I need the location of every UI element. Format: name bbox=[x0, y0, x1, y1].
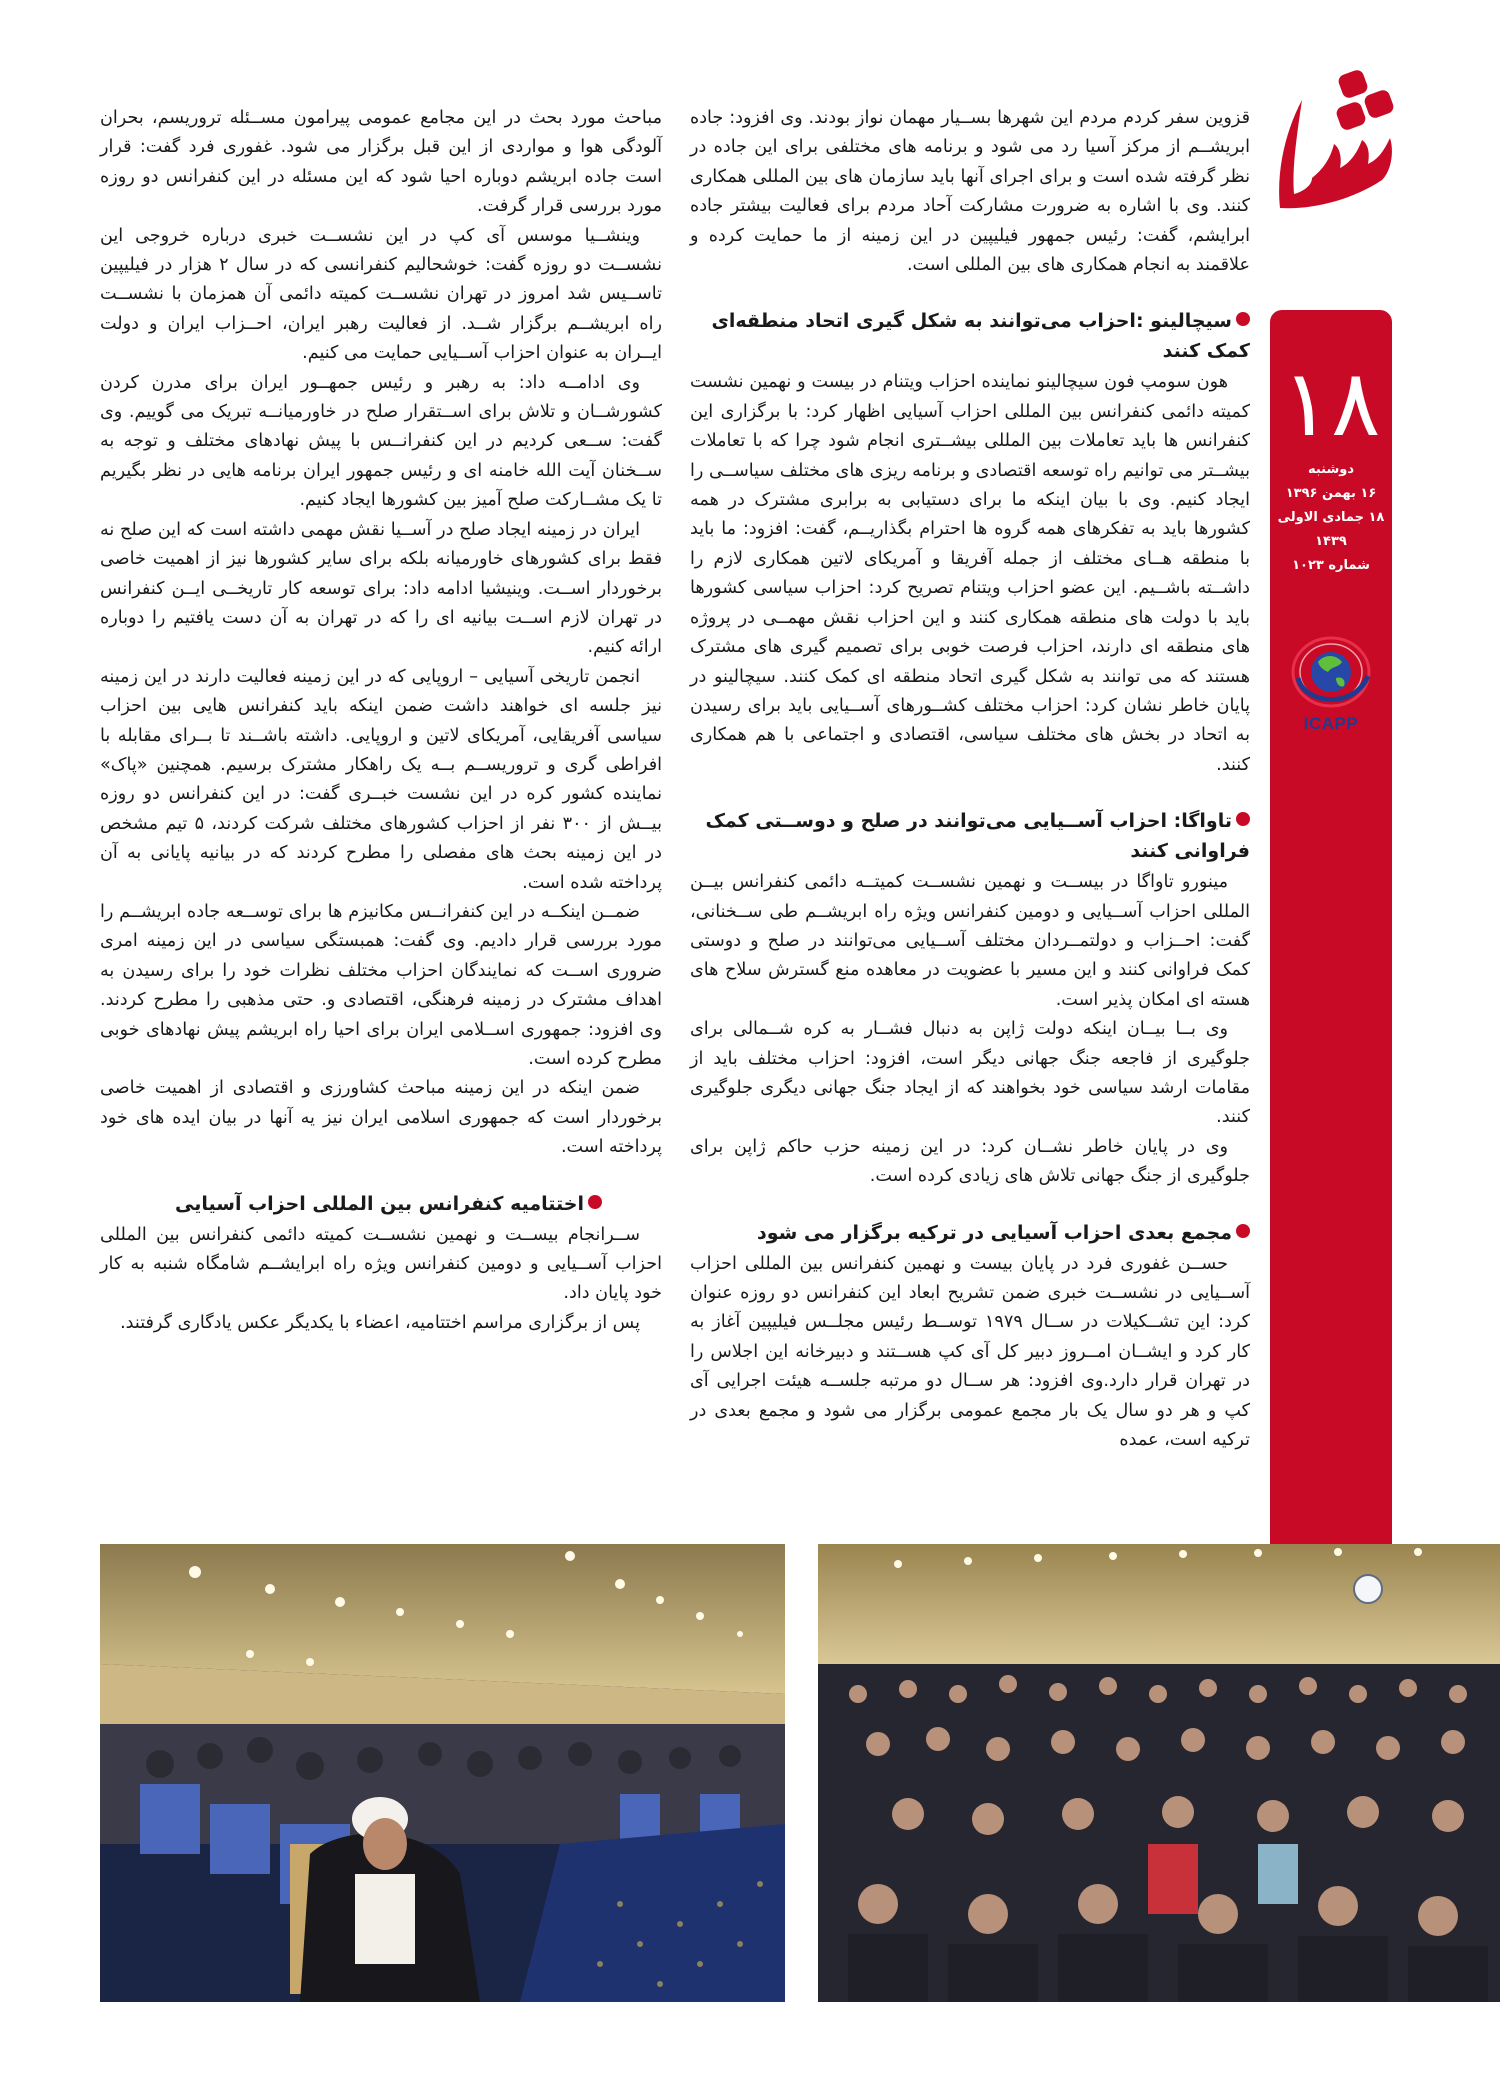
bullet-dot-icon bbox=[1236, 1224, 1250, 1238]
date-solar: ۱۶ بهمن ۱۳۹۶ bbox=[1285, 486, 1377, 501]
article-paragraph: حســن غفوری فرد در پایان بیست و نهمین کنفرانس بین المللی احزاب آســیایی در نشســت خبری ضمن تشریح ابعاد این کنفرانس دو روزه عنوان کرد: این تشــکیلات در ســال ۱۹۷۹ توســط رئیس مجلــس فیلیپین آغاز به کار کرد و ایشــان امــروز دبیر کل آی کپ هســتند و دبیرخانه این اجلاس را در تهران قرار دارد.وی افزود: هر ســال دو مرتبه جلســه هیئت اجرایی آی کپ و هر دو سال یک بار مجمع عمومی برگزار می شود و مجمع بعدی در ترکیه است، عمده bbox=[690, 1253, 1250, 1451]
weekday: دوشنبه bbox=[1307, 462, 1355, 477]
date-lunar: ۱۸ جمادی الاولی ۱۴۳۹ bbox=[1277, 510, 1385, 549]
article-paragraph: وی در پایان خاطر نشــان کرد: در این زمینه حزب حاکم ژاپن برای جلوگیری از جنگ جهانی تلاش های زیادی کرده است. bbox=[690, 1136, 1250, 1187]
conference-photo-seated-audience bbox=[100, 1544, 785, 2002]
article-paragraph: مباحث مورد بحث در این مجامع عمومی پیرامون مســئله تروریسم، بحران آلودگی هوا و مواردی از این قبل برگزار می شود. غفوری فرد گفت: قرار است جاده ابریشم دوباره احیا شود که این مسئله در این کنفرانس دو روزه مورد بررسی قرار گرفت. bbox=[100, 108, 662, 217]
article-paragraph: ضمــن اینکــه در این کنفرانــس مکانیزم ها برای توســعه جاده ابریشــم را مورد بررسی قرار دادیم. وی گفت: همبستگی سیاسی در این زمینه امری ضروری اســت که نمایندگان احزاب مختلف نظرات خود را برای رسیدن به اهداف مشترک در زمینه فرهنگی، اقتصادی و. حتی مذهبی را مطرح کردند. وی افزود: جمهوری اســلامی ایران برای احیا راه ابریشم پیش نهادهای خوبی مطرح کرده است. bbox=[100, 901, 662, 1069]
section-heading: تاواگا: احزاب آســیایی می‌توانند در صلح و دوســتی کمک فراوانی کنند bbox=[705, 810, 1250, 863]
article-paragraph: وینشــیا موسس آی کپ در این نشســت خبری درباره خروجی این نشســت دو روزه گفت: خوشحالیم کنفرانسی که در سال ۲ هزار در فیلیپین تاســیس شد امروز در تهران نشســت کمیته دائمی آن همزمان با نشســت راه ابریشــم برگزار شــد. از فعالیت رهبر ایران، احــزاب ایران و دولت ایــران به عنوان احزاب آســیایی حمایت می کنیم. bbox=[100, 225, 662, 364]
article-paragraph: انجمن تاریخی آسیایی – اروپایی که در این زمینه فعالیت دارند در این زمینه نیز جلسه ای خواهند داشت ضمن اینکه باید کنفرانس هایی بین احزاب سیاسی آفریقایی، آمریکای لاتین و اروپایی. داشته باشــند تا بــرای مقابله با افراطی گری و تروریســم بــه یک راهکار مشترک برسیم. همچنین «پاک» نماینده کشور کره در این نشست خبــری گفت: در این کنفرانس دو روزه بیــش از ۳۰۰ نفر از احزاب کشورهای مختلف شرکت کردند، ۵ تیم مشخص در این زمینه بحث های مفصلی را مطرح کردند که در بیانیه پایانی به آن پرداخته شده است. bbox=[100, 666, 662, 893]
section-heading: سیچالینو :احزاب می‌توانند به شکل گیری اتحاد منطقه‌ای کمک کنند bbox=[711, 310, 1250, 363]
article-paragraph: وی بــا بیــان اینکه دولت ژاپن به دنبال فشــار به کره شــمالی برای جلوگیری از فاجعه جنگ جهانی دیگر است، افزود: احزاب مختلف باید از مقامات ارشد سیاسی خود بخواهند که از ایجاد جنگ جهانی دیگری جلوگیری کنند. bbox=[690, 1019, 1250, 1128]
issue-number: شماره ۱۰۲۳ bbox=[1292, 558, 1370, 573]
article-paragraph: مینورو تاواگا در بیســت و نهمین نشســت کمیتــه دائمی کنفرانس بیــن المللی احزاب آســیایی و دومین کنفرانس ویژه راه ابریشــم طی ســخنانی، گفت: احــزاب و دولتمــردان مختلف آســیایی می‌توانند در صلح و دوستی کمک فراوانی کنند و این مسیر با عضویت در معاهده منع گسترش سلاح های هسته ای امکان پذیر است. bbox=[690, 872, 1250, 1010]
article-paragraph: ایران در زمینه ایجاد صلح در آســیا نقش مهمی داشته است که این صلح نه فقط برای کشورهای خاورمیانه بلکه برای سایر کشورها نیز از اهمیت خاصی برخوردار اســت. وینیشیا ادامه داد: برای توسعه کار تاریخــی ایــن کنفرانس در تهران لازم اســت بیانیه ای را که در تهران به آن دست یافتیم را دوباره ارائه کنیم. bbox=[100, 519, 662, 658]
icapp-logo-text: ICAPP bbox=[1303, 714, 1359, 733]
article-paragraph: وی ادامــه داد: به رهبر و رئیس جمهــور ایران برای مدرن کردن کشورشــان و تلاش برای اســتقرار صلح در خاورمیانــه تبریک می گوییم. وی گفت: ســعی کردیم در این کنفرانــس با پیش نهادهای مختلف و توجه به ســخنان آیت الله خامنه ای و رئیس جمهور ایران برنامه هایی در نظر بگیریم تا یک مشــارکت صلح آمیز بین کشورها ایجاد کنیم. bbox=[100, 372, 662, 511]
issue-side-band bbox=[1270, 310, 1392, 1544]
article-paragraph: هون سومپ فون سیچالینو نماینده احزاب ویتنام در بیست و نهمین نشست کمیته دائمی کنفرانس بین المللی احزاب آسیایی اظهار کرد: با برگزاری این کنفرانس ها باید تعاملات بین المللی بیشــتری انجام شود چرا که با تعاملات بیشــتر می توانیم راه توسعه اقتصادی و برنامه ریزی های مختلف سیاســی را ایجاد کنیم. وی با بیان اینکه ما برای دستیابی به برابری مشترک در همه کشورها باید به تفکرهای همه گروه ها احترام بگذاریــم، گفت: افزود: ما باید با منطقه هــای مختلف از جمله آفریقا و آمریکای لاتین همکاری لازم را داشــته باشــیم. این عضو احزاب ویتنام تصریح کرد: احزاب سیاسی کشورها باید با دولت های منطقه همکاری کنند و این احزاب نقش مهمــی در پروژه های منطقه ای دارند، احزاب فرصت خوبی برای تصمیم گیری های مشترک هستند که می توانند به شکل گیری اتحاد منطقه ای کمک کنند. سیچالینو در پایان خاطر نشان کرد: احزاب مختلف کشــورهای آســیایی باید برای رسیدن به اتحاد در بخش های مختلف سیاسی، اقتصادی و اجتماعی با هم همکاری کنند. bbox=[690, 372, 1250, 775]
conference-photo-standing-audience bbox=[818, 1544, 1500, 2002]
section-heading: اختتامیه کنفرانس بین المللی احزاب آسیایی bbox=[100, 1189, 602, 1219]
bullet-dot-icon bbox=[1236, 312, 1250, 326]
article-paragraph: قزوین سفر کردم مردم این شهرها بســیار مهمان نواز بودند. وی افزود: جاده ابریشــم از مرکز آسیا رد می شود و برنامه های مختلفی برای این جاده در نظر گرفته شده است و برای اجرای آنها باید سازمان های بین المللی همکاری کنند. وی با اشاره به ضرورت مشارکت آحاد مردم برای فعالیت بیشتر جاده ابرایشم، گفت: رئیس جمهور فیلیپین در این زمینه از ما حمایت کرده و علاقمند به انجام همکاری های بین المللی است. bbox=[690, 108, 1250, 276]
article-paragraph: ســرانجام بیســت و نهمین نشســت کمیته دائمی کنفرانس بین المللی احزاب آســیایی و دومین کنفرانس ویژه راه ابرایشــم شامگاه شنبه به کار خود پایان داد. bbox=[100, 1224, 662, 1304]
bullet-dot-icon bbox=[588, 1195, 602, 1209]
article-paragraph: پس از برگزاری مراسم اختتامیه، اعضاء با یکدیگر عکس یادگاری گرفتند. bbox=[120, 1312, 640, 1333]
article-column-left bbox=[100, 104, 662, 1338]
issue-meta bbox=[1270, 458, 1392, 578]
icapp-logo bbox=[1288, 632, 1374, 742]
page-number: ۱۸ bbox=[1281, 350, 1381, 457]
photo-image bbox=[818, 1544, 1500, 2002]
photo-image bbox=[100, 1544, 785, 2002]
masthead-logo bbox=[1272, 60, 1397, 220]
bullet-dot-icon bbox=[1236, 812, 1250, 826]
shoma-logo-icon bbox=[1272, 60, 1397, 220]
globe-icon bbox=[1288, 632, 1374, 712]
article-paragraph: ضمن اینکه در این زمینه مباحث کشاورزی و اقتصادی از اهمیت خاصی برخوردار است که جمهوری اسلامی ایران نیز یه آنها در بیان ایده های خود پرداخته است. bbox=[100, 1078, 662, 1158]
section-heading: مجمع بعدی احزاب آسیایی در ترکیه برگزار می شود bbox=[690, 1218, 1250, 1248]
article-column-right bbox=[690, 104, 1250, 1455]
